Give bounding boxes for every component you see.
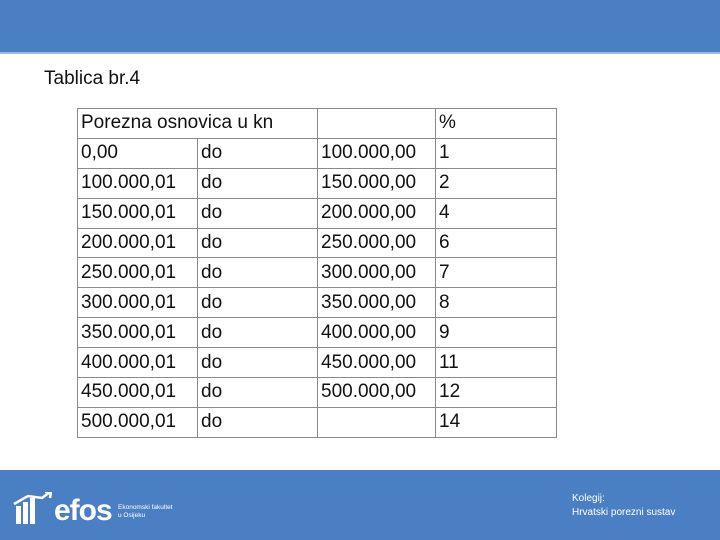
logo-subtitle-line1: Ekonomski fakultet [118, 504, 173, 511]
header-base-label: Porezna osnovica u kn [78, 109, 318, 139]
row-separator: do [198, 378, 318, 408]
row-rate-value: 9 [436, 318, 557, 348]
table-row [78, 378, 557, 408]
row-rate-value: 4 [436, 198, 557, 228]
table-row [78, 228, 557, 258]
row-separator: do [198, 258, 318, 288]
row-from-value: 0,00 [78, 138, 198, 168]
row-separator: do [198, 198, 318, 228]
row-from-value: 200.000,01 [78, 228, 198, 258]
row-separator: do [198, 348, 318, 378]
table-row [78, 318, 557, 348]
row-to-value [318, 407, 436, 437]
row-from-value: 450.000,01 [78, 378, 198, 408]
logo-subtitle [118, 504, 188, 520]
row-rate-value: 8 [436, 288, 557, 318]
row-to-value: 350.000,00 [318, 288, 436, 318]
row-from-value: 150.000,01 [78, 198, 198, 228]
course-name: Hrvatski porezni sustav [572, 507, 676, 518]
course-info [572, 492, 675, 520]
table-row [78, 407, 557, 437]
header-band [0, 0, 720, 52]
header-empty-cell [318, 109, 436, 139]
row-separator: do [198, 318, 318, 348]
row-rate-value: 1 [436, 138, 557, 168]
row-separator: do [198, 228, 318, 258]
row-separator: do [198, 288, 318, 318]
row-separator: do [198, 407, 318, 437]
table-row [78, 138, 557, 168]
row-to-value: 400.000,00 [318, 318, 436, 348]
logo-wordmark: efos [54, 494, 112, 527]
row-separator: do [198, 138, 318, 168]
table-row [78, 348, 557, 378]
row-to-value: 200.000,00 [318, 198, 436, 228]
table-row [78, 168, 557, 198]
row-to-value: 300.000,00 [318, 258, 436, 288]
row-separator: do [198, 168, 318, 198]
efos-logo [12, 490, 192, 530]
slide-title: Tablica br.4 [44, 68, 141, 89]
table-row [78, 198, 557, 228]
row-rate-value: 11 [436, 348, 557, 378]
row-to-value: 500.000,00 [318, 378, 436, 408]
row-rate-value: 7 [436, 258, 557, 288]
row-rate-value: 12 [436, 378, 557, 408]
table-row [78, 288, 557, 318]
tax-rate-table [77, 108, 557, 438]
efos-bars-logo-icon [12, 492, 52, 526]
row-rate-value: 6 [436, 228, 557, 258]
row-from-value: 500.000,01 [78, 407, 198, 437]
row-from-value: 350.000,01 [78, 318, 198, 348]
row-to-value: 450.000,00 [318, 348, 436, 378]
row-to-value: 150.000,00 [318, 168, 436, 198]
header-percent: % [436, 109, 557, 139]
footer-band [0, 470, 720, 540]
header-divider [0, 52, 720, 54]
course-label: Kolegij: [572, 493, 605, 504]
row-rate-value: 2 [436, 168, 557, 198]
table-header-row [78, 109, 557, 139]
row-to-value: 250.000,00 [318, 228, 436, 258]
row-from-value: 400.000,01 [78, 348, 198, 378]
row-from-value: 300.000,01 [78, 288, 198, 318]
table-row [78, 258, 557, 288]
row-rate-value: 14 [436, 407, 557, 437]
row-from-value: 100.000,01 [78, 168, 198, 198]
logo-subtitle-line2: u Osijeku [118, 512, 146, 519]
row-to-value: 100.000,00 [318, 138, 436, 168]
row-from-value: 250.000,01 [78, 258, 198, 288]
